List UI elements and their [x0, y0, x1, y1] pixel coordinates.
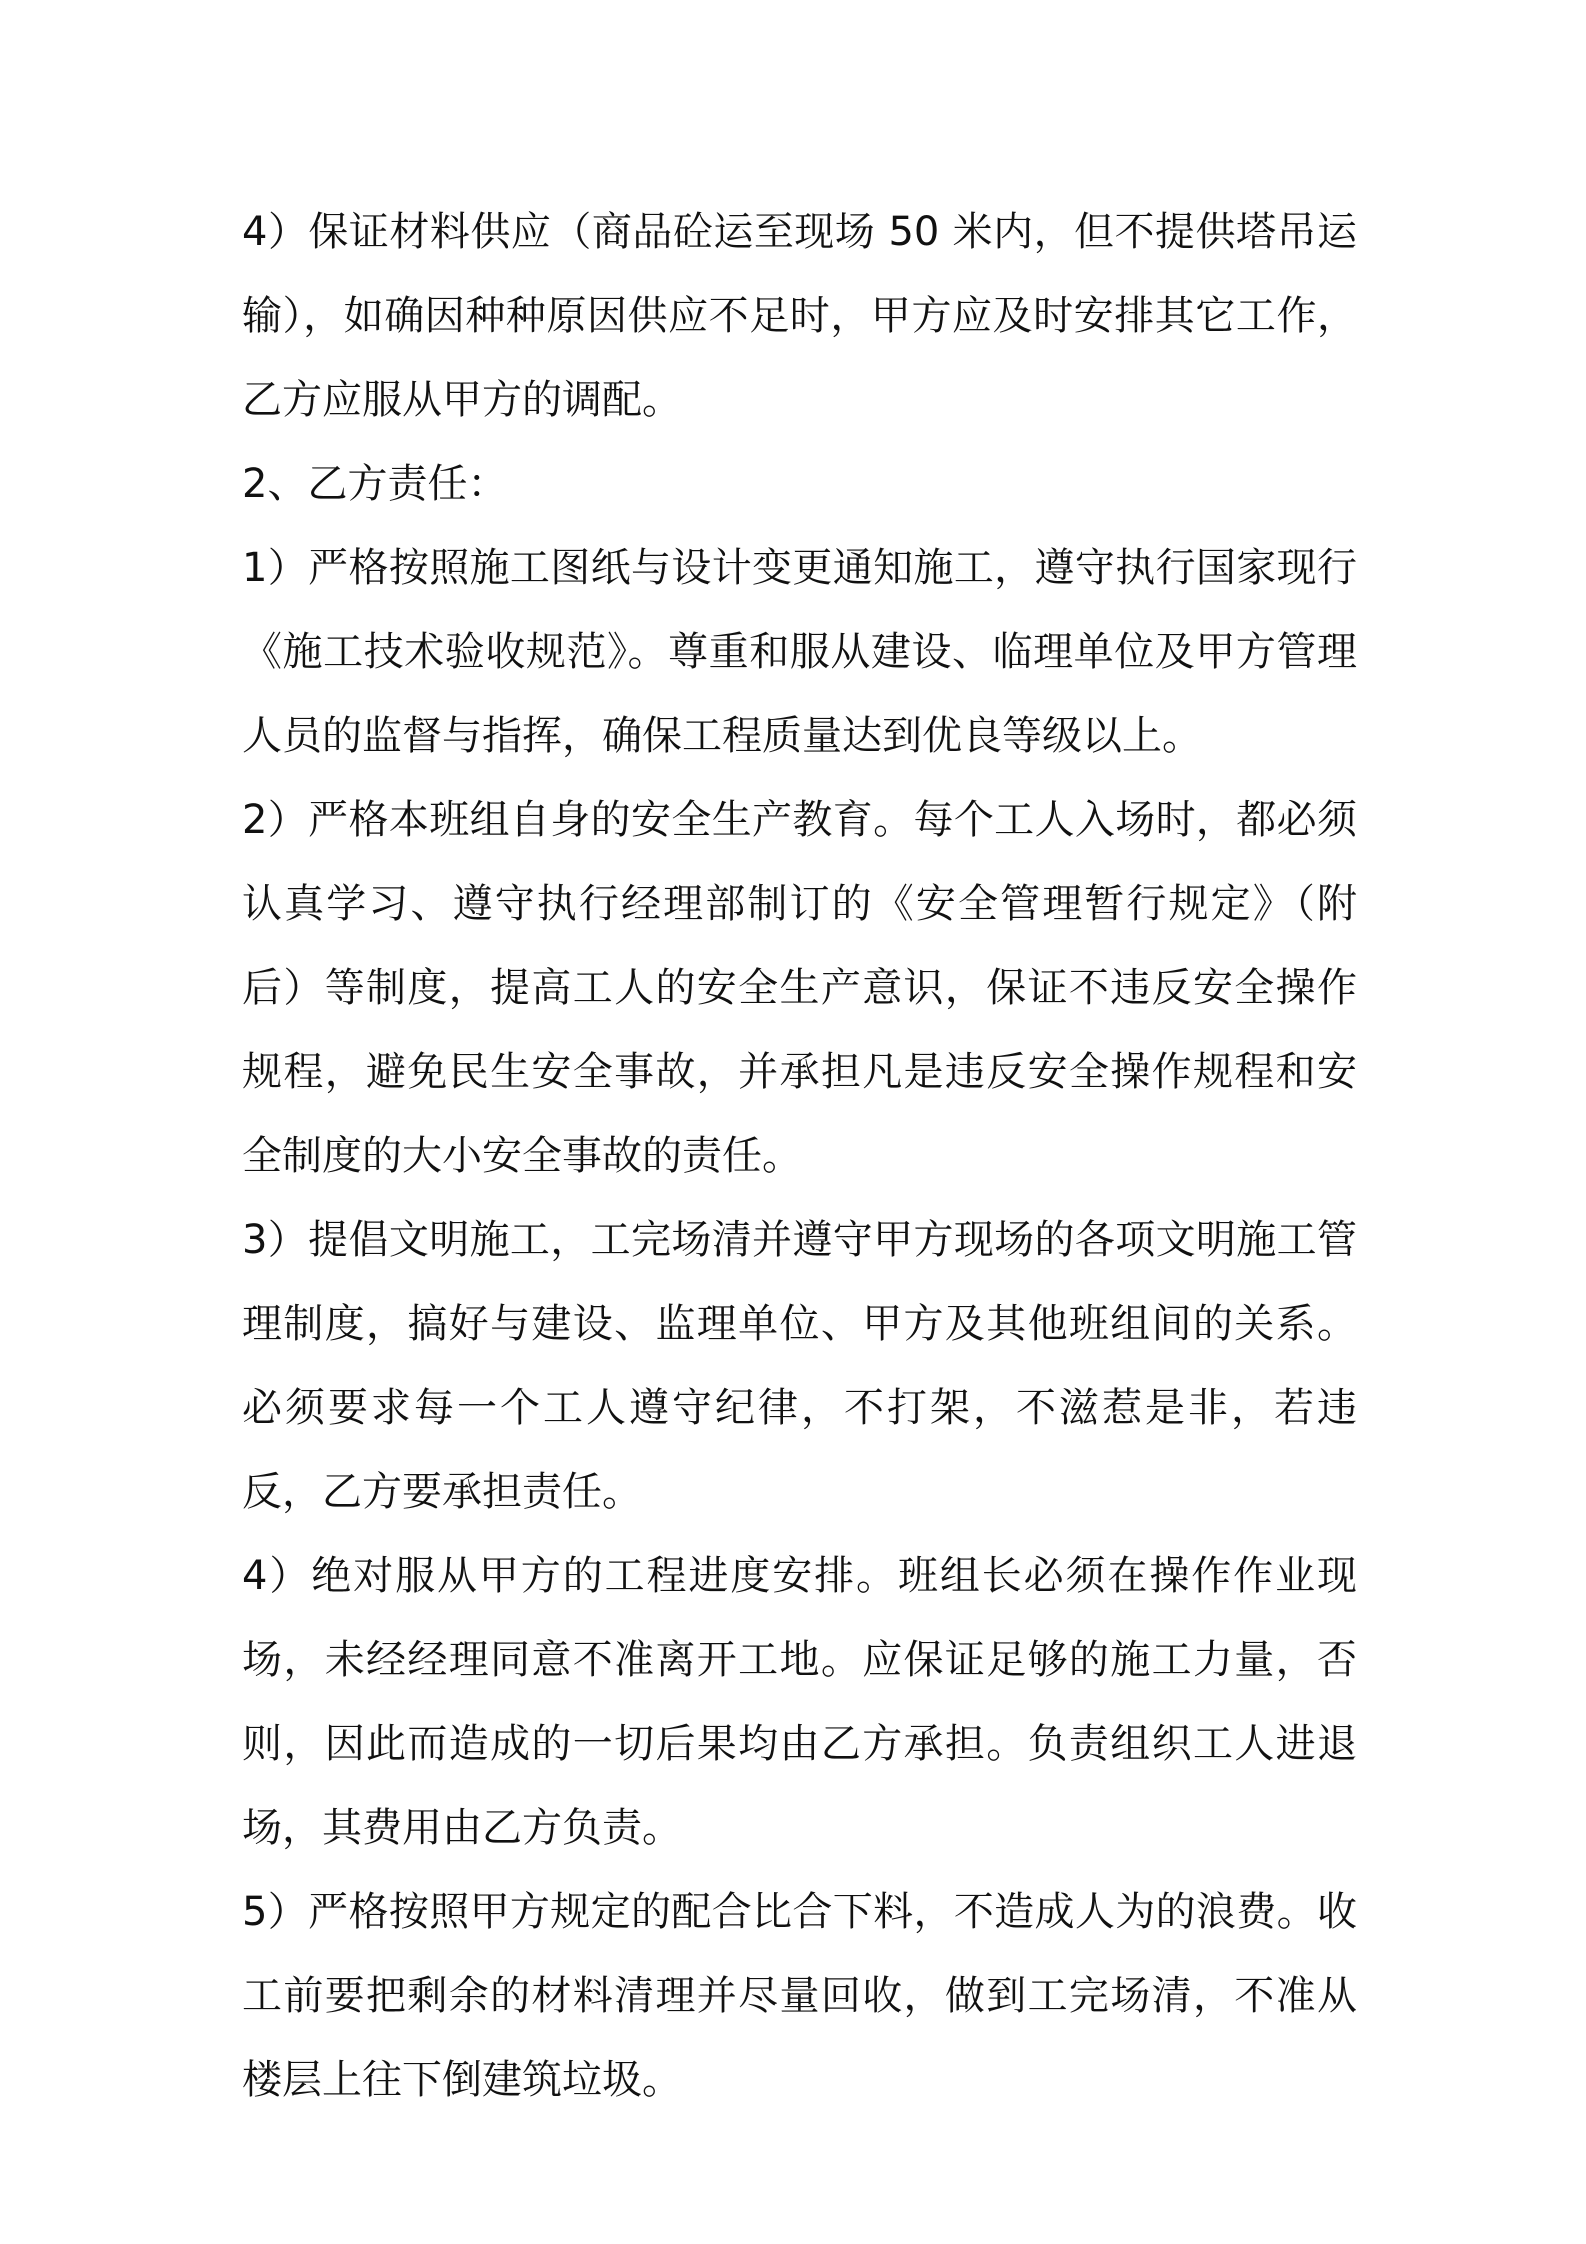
section-heading-party-b-responsibility: 2、乙方责任：: [242, 461, 508, 507]
paragraph-safety-education: 2）严格本班组自身的安全生产教育。每个工人入场时，都必须认真学习、遵守执行经理部制订的《安全管理暂行规定》（附后）等制度，提高工人的安全生产意识，保证不违反安全操作规程，避免民生安全事故，并承担凡是违反安全操作规程和安全制度的大小安全事故的责任。: [242, 797, 1357, 1179]
document-body: [242, 190, 1357, 2122]
paragraph-schedule-compliance: 4）绝对服从甲方的工程进度安排。班组长必须在操作作业现场，未经经理同意不准离开工地。应保证足够的施工力量，否则，因此而造成的一切后果均由乙方承担。负责组织工人进退场，其费用由乙方负责。: [242, 1553, 1357, 1851]
paragraph-material-supply: 4）保证材料供应（商品砼运至现场 50 米内，但不提供塔吊运输），如确因种种原因供应不足时，甲方应及时安排其它工作，乙方应服从甲方的调配。: [242, 209, 1357, 423]
paragraph-material-usage: 5）严格按照甲方规定的配合比合下料，不造成人为的浪费。收工前要把剩余的材料清理并尽量回收，做到工完场清，不准从楼层上往下倒建筑垃圾。: [242, 1889, 1357, 2103]
paragraph-civilized-construction: 3）提倡文明施工，工完场清并遵守甲方现场的各项文明施工管理制度，搞好与建设、监理单位、甲方及其他班组间的关系。必须要求每一个工人遵守纪律，不打架，不滋惹是非，若违反，乙方要承担责任。: [242, 1217, 1357, 1515]
paragraph-construction-standards: 1）严格按照施工图纸与设计变更通知施工，遵守执行国家现行《施工技术验收规范》。尊重和服从建设、临理单位及甲方管理人员的监督与指挥，确保工程质量达到优良等级以上。: [242, 545, 1357, 759]
